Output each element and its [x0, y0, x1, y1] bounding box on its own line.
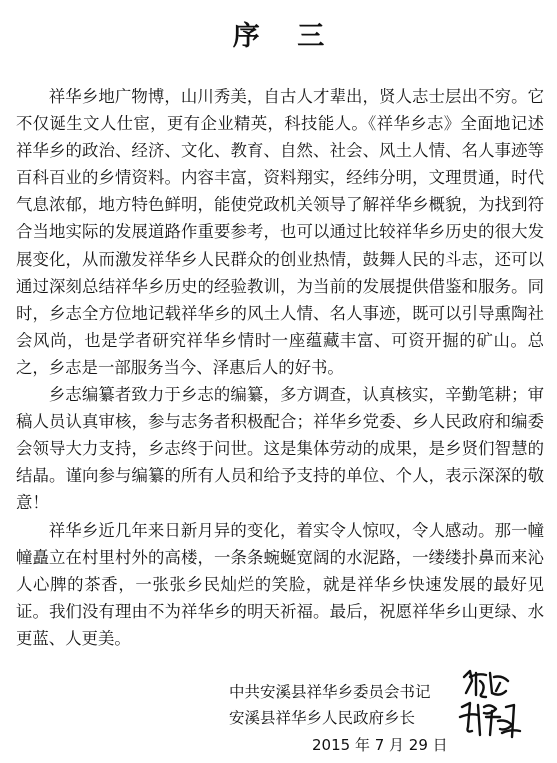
preface-body [16, 83, 544, 652]
signature-block [229, 679, 459, 731]
signature-date: 2015 年 7 月 29 日 [312, 736, 448, 754]
signer-title-government: 安溪县祥华乡人民政府乡长 [229, 709, 416, 727]
page-title: 序 三 [232, 21, 339, 52]
paragraph-2: 乡志编纂者致力于乡志的编纂，多方调查，认真核实，辛勤笔耕；审稿人员认真审核，参与志务者积极配合；祥华乡党委、乡人民政府和编委会领导大力支持，乡志终于问世。这是集体劳动的成果，是乡贤们智慧的结晶。谨向参与编纂的所有人员和给予支持的单位、个人，表示深深的敬意！ [16, 385, 544, 513]
handwritten-signature-icon [456, 667, 526, 739]
paragraph-1: 祥华乡地广物博，山川秀美，自古人才辈出，贤人志士层出不穷。它不仅诞生文人仕宦，更有企业精英，科技能人。《祥华乡志》全面地记述祥华乡的政治、经济、文化、教育、自然、社会、风土人情、名人事迹等百科百业的乡情资料。内容丰富，资料翔实，经纬分明，文理贯通，时代气息浓郁，地方特色鲜明，能使党政机关领导了解祥华乡概貌，为找到符合当地实际的发展道路作重要参考，也可以通过比较祥华乡历史的很大发展变化，从而激发祥华乡人民群众的创业热情，鼓舞人民的斗志，还可以通过深刻总结祥华乡历史的经验教训，为当前的发展提供借鉴和服务。同时，乡志全方位地记载祥华乡的风土人情、名人事迹，既可以引导熏陶社会风尚，也是学者研究祥华乡情时一座蕴藏丰富、可资开掘的矿山。总之，乡志是一部服务当今、泽惠后人的好书。 [16, 87, 544, 377]
paragraph-3: 祥华乡近几年来日新月异的变化，着实令人惊叹，令人感动。那一幢幢矗立在村里村外的高楼，一条条蜿蜒宽阔的水泥路，一缕缕扑鼻而来沁人心脾的茶香，一张张乡民灿烂的笑脸，就是祥华乡快速发展的最好见证。我们没有理由不为祥华乡的明天祈福。最后，祝愿祥华乡山更绿、水更蓝、人更美。 [16, 520, 544, 648]
signer-title-party: 中共安溪县祥华乡委员会书记 [229, 683, 431, 701]
